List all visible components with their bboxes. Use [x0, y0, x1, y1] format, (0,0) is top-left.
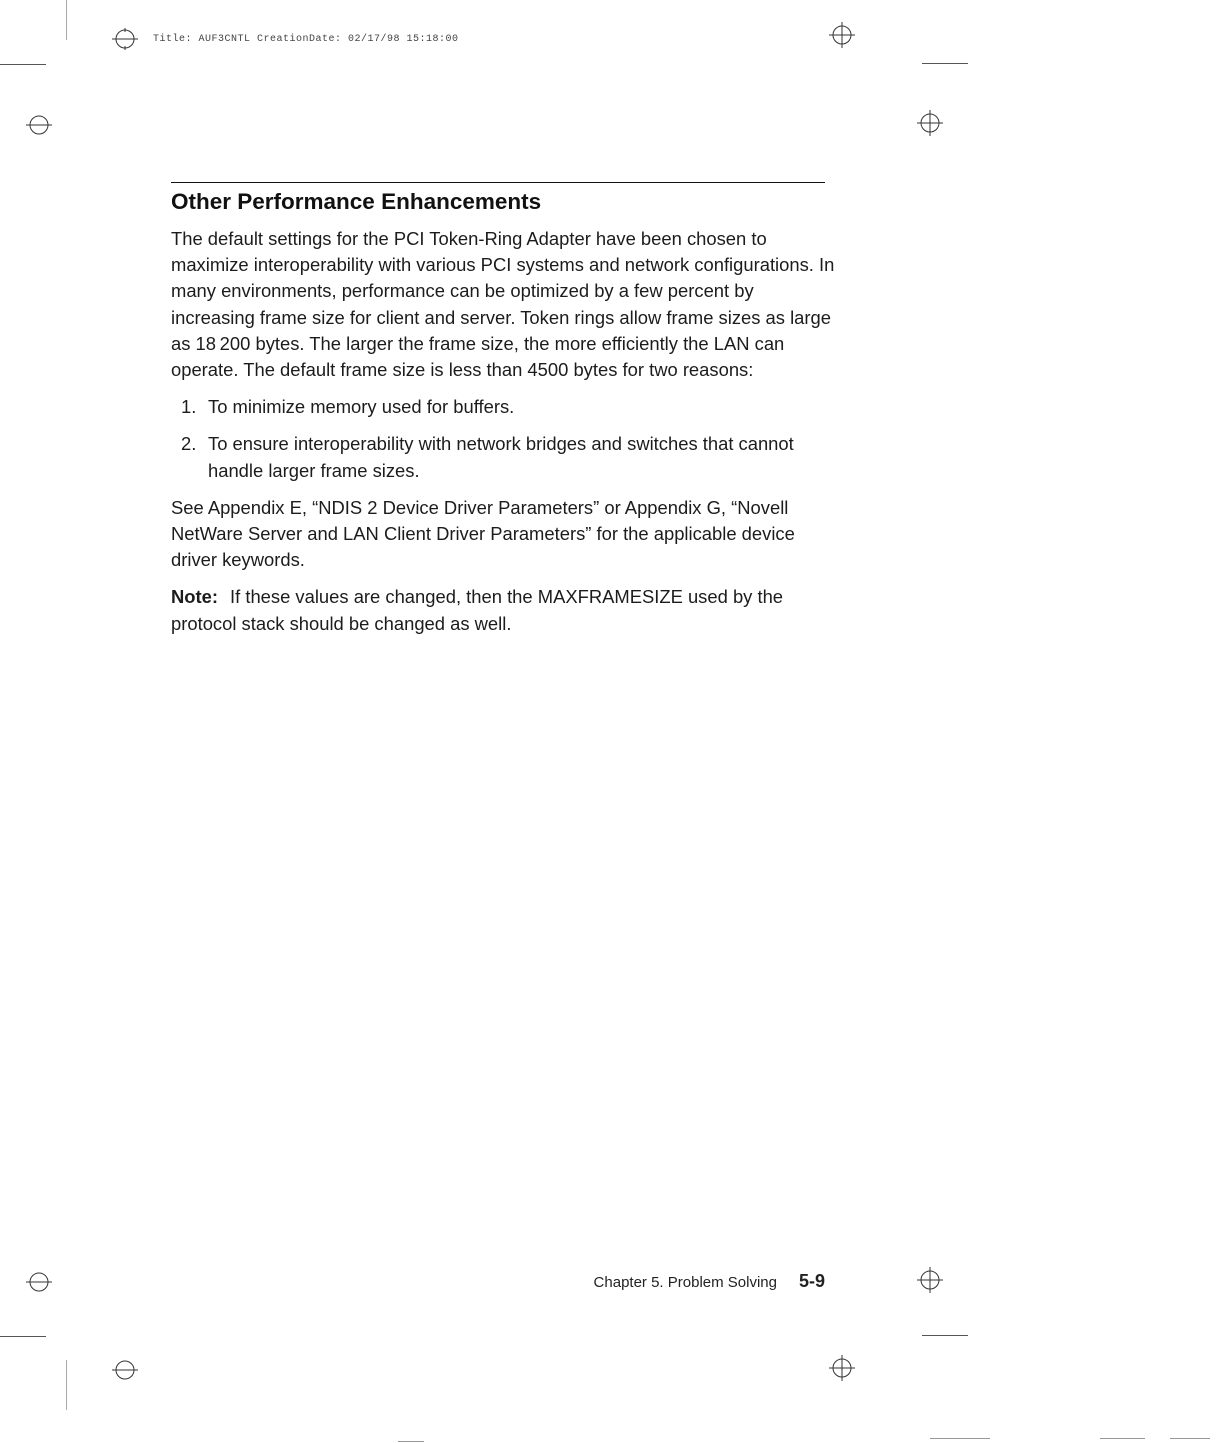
list-item-text: To minimize memory used for buffers.: [208, 396, 515, 418]
list-item: [171, 431, 836, 483]
trim-line: [0, 64, 46, 65]
see-also-paragraph: See Appendix E, “NDIS 2 Device Driver Parameters” or Appendix G, “Novell NetWare Server and LAN Client Driver Parameters” for the applicable device driver keywords.: [171, 496, 795, 571]
print-header: Title: AUF3CNTL CreationDate: 02/17/98 15:18:00: [153, 34, 459, 45]
page-body: [171, 226, 836, 648]
note-text: If these values are changed, then the MAXFRAMESIZE used by the protocol stack should be changed as well.: [171, 586, 784, 634]
chapter-title: Chapter 5. Problem Solving: [593, 1274, 777, 1291]
registration-mark-icon: [915, 1265, 945, 1295]
registration-mark-icon: [110, 24, 140, 54]
section-heading: Other Performance Enhancements: [171, 189, 542, 214]
note-label: Note:: [171, 586, 218, 608]
registration-mark-icon: [827, 1353, 857, 1383]
registration-mark-icon: [24, 1267, 54, 1297]
page-number: 5-9: [798, 1271, 825, 1291]
trim-line: [66, 1360, 67, 1410]
trim-line: [0, 1336, 46, 1337]
trim-line: [922, 63, 968, 64]
registration-mark-icon: [110, 1355, 140, 1385]
registration-mark-icon: [915, 108, 945, 138]
registration-mark-icon: [827, 20, 857, 50]
scan-artifact: [398, 1441, 424, 1442]
registration-mark-icon: [24, 110, 54, 140]
reasons-list: [171, 394, 836, 484]
scan-artifact: [1170, 1438, 1210, 1439]
section-rule: [171, 182, 825, 183]
page-footer: [594, 1271, 825, 1292]
intro-paragraph: The default settings for the PCI Token-Ring Adapter have been chosen to maximize interoperability with various PCI systems and network configurations. In many environments, performance can be optimized by a few percent by increasing frame size for client and server. Token rings allow frame sizes as large as 18 200 bytes. The larger the frame size, the more efficiently the LAN can operate. The default frame size is less than 4500 bytes for two reasons:: [171, 228, 835, 381]
trim-line: [66, 0, 67, 40]
list-item-number: 2.: [181, 433, 197, 455]
scan-artifact: [930, 1438, 990, 1439]
list-item-number: 1.: [181, 396, 197, 418]
list-item: [171, 394, 836, 420]
list-item-text: To ensure interoperability with network bridges and switches that cannot handle larger frame sizes.: [208, 433, 794, 481]
scan-artifact: [1100, 1438, 1145, 1439]
trim-line: [922, 1335, 968, 1336]
note-paragraph: [171, 584, 836, 636]
